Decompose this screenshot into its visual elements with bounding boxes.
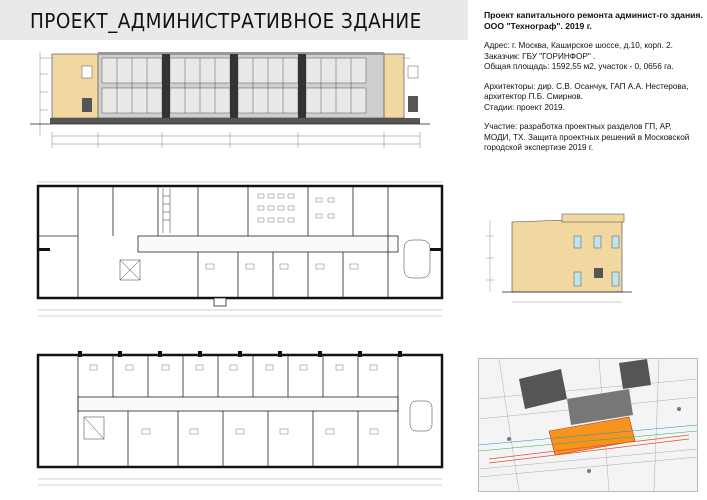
info-customer: Заказчик: ГБУ "ГОРИНФОР" . (484, 51, 596, 61)
info-stage: Стадии: проект 2019. (484, 102, 565, 112)
info-participation-1: Участие: разработка проектных разделов ГП, АР, (484, 122, 672, 131)
floor-plan-2 (18, 345, 458, 495)
info-heading-1: Проект капитального ремонта админист-го здания. (484, 10, 703, 20)
info-architects-2: архитектор П.Б. Смирнов. (484, 92, 584, 101)
info-participation-3: городской экспертизе 2019 г. (484, 143, 594, 152)
side-elevation (482, 212, 642, 312)
info-participation-2: МОДИ, ТХ. Защита проектных решений в Московской (484, 132, 690, 142)
info-architects-1: Архитекторы: дир. С.В. Осанчук, ГАП А.А. Нестерова, (484, 81, 689, 91)
page-title: ПРОЕКТ_АДМИНИСТРАТИВНОЕ ЗДАНИЕ (30, 9, 422, 33)
facade-elevation (10, 44, 458, 154)
project-info (484, 10, 704, 154)
info-address: Адрес: г. Москва, Каширское шоссе, д.10, корп. 2. (484, 41, 673, 50)
site-plan (478, 358, 698, 492)
floor-plan-1 (18, 178, 458, 328)
info-heading-2: ООО "Технограф". 2019 г. (484, 21, 592, 31)
info-area: Общая площадь: 1592,55 м2, участок - 0, 0656 га. (484, 62, 674, 71)
